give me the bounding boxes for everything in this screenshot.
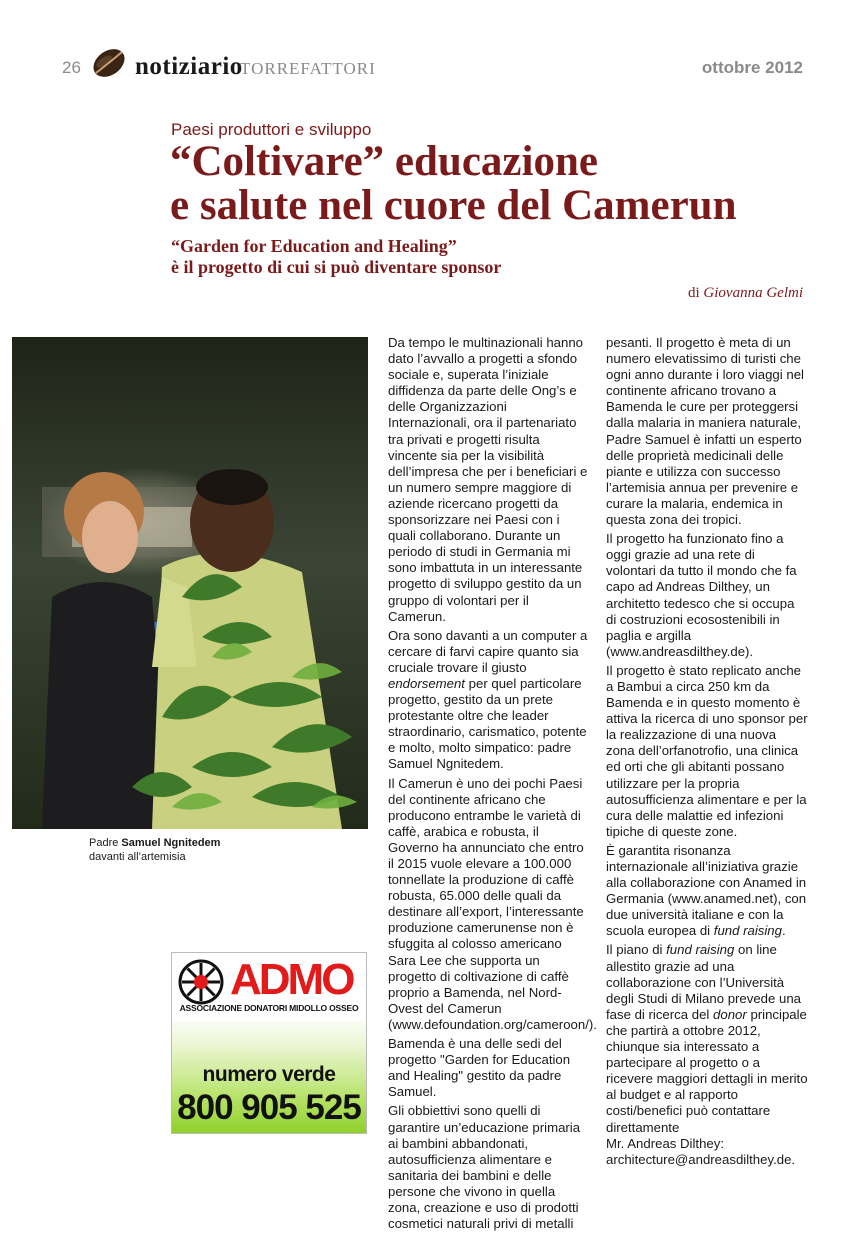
photo-caption bbox=[89, 836, 309, 864]
contact-name: Mr. Andreas Dilthey: bbox=[606, 1135, 725, 1151]
byline-prefix: di bbox=[688, 285, 700, 301]
caption-prefix: Padre bbox=[89, 837, 119, 849]
coffee-bean-icon bbox=[90, 44, 128, 82]
paragraph: Il progetto è stato replicato anche a Bambui a circa 250 km da Bamenda e in questo momento è attiva la ricerca di uno sponsor per la realizzazione di una nuova zona dell’orfanotrofio, una clinica ed orti che gli abitanti possano utilizzare per la propria autosufficienza alimentare e per la cura delle malattie ed infezioni tipiche di queste zone. bbox=[606, 662, 808, 839]
byline bbox=[688, 285, 803, 302]
author-name: Giovanna Gelmi bbox=[703, 285, 803, 301]
headline-line-2: e salute nel cuore del Camerun bbox=[170, 182, 737, 229]
ad-brand: ADMO bbox=[230, 955, 353, 1004]
ad-number-label: numero verde bbox=[202, 1063, 336, 1086]
article-photo bbox=[12, 337, 368, 829]
article-column-2 bbox=[606, 335, 808, 1171]
section-kicker: Paesi produttori e sviluppo bbox=[171, 120, 372, 139]
paragraph: Gli obbiettivi sono quelli di garantire un’educazione primaria ai bambini abbandonati, autosufficienza alimentare e sanitaria dei bambini e delle persone che vivono in quella zona, creazione e uso di prodotti cosmetici naturali privi di metalli bbox=[388, 1103, 581, 1232]
headline-line-1: “Coltivare” educazione bbox=[170, 138, 598, 185]
ad-phone-number: 800 905 525 bbox=[177, 1088, 361, 1127]
ad-association: ASSOCIAZIONE DONATORI MIDOLLO OSSEO bbox=[179, 1003, 359, 1013]
subtitle-line-1: “Garden for Education and Healing” bbox=[171, 236, 457, 256]
issue-date: ottobre 2012 bbox=[701, 58, 803, 77]
paragraph: Ora sono davanti a un computer a cercare di farvi capire quanto sia cruciale trovare il giusto endorsement per quel particolare progetto, gestito da un prete protestante oltre che leader straordinario, carismatico, potente e molto, molto simpatico: padre Samuel Ngnitedem. bbox=[388, 627, 588, 772]
paragraph: pesanti. Il progetto è meta di un numero elevatissimo di turisti che ogni anno durante i loro viaggi nel continente africano trovano a Bamenda le cure per proteggersi dalla malaria in maniera naturale, Padre Samuel è infatti un esperto delle proprietà medicinali delle piante e utilizza con successo l’artemisia annua per prevenire e curare la malaria, endemica in questa zona dei tropici. bbox=[606, 335, 804, 528]
contact-email: architecture@andreasdilthey.de. bbox=[606, 1151, 796, 1167]
admo-advertisement bbox=[171, 952, 367, 1134]
subtitle-line-2: è il progetto di cui si può diventare sponsor bbox=[171, 257, 502, 277]
paragraph: Il progetto ha funzionato fino a oggi grazie ad una rete di volontari da tutto il mondo che fa capo ad Andreas Dilthey, un architetto tedesco che si occupa di costruzioni ecosostenibili in paglia e argilla (www.andreasdilthey.de). bbox=[606, 531, 797, 659]
magazine-subtitle: TORREFATTORI bbox=[240, 59, 376, 78]
page-header bbox=[0, 0, 855, 100]
admo-logo-icon bbox=[178, 959, 224, 1005]
article-column-1 bbox=[388, 335, 597, 1235]
paragraph: Il piano di fund raising on line allestito grazie ad una collaborazione con l’Università degli Studi di Milano prevede una fase di ricerca del donor principale che partirà a ottobre 2012, chiunque sia interessato a partecipare al progetto o a ricevere maggiori dettagli in merito al budget e al rapporto costi/benefici può contattare direttamente Mr. Andreas Dilthey: architecture@andreasdilthey.de. bbox=[606, 942, 808, 1167]
paragraph: Bamenda è una delle sedi del progetto "Garden for Education and Healing" gestito da padre Samuel. bbox=[388, 1036, 571, 1100]
magazine-name: notiziario bbox=[135, 53, 243, 80]
article-subtitle bbox=[171, 236, 771, 278]
page-number: 26 bbox=[62, 58, 81, 77]
article-headline bbox=[170, 140, 830, 228]
paragraph: Da tempo le multinazionali hanno dato l’avvallo a progetti a sfondo sociale e, superata l’iniziale diffidenza da parte delle Ong’s e delle Organizzazioni Internazionali, ora il partenariato tra privati e progetti risulta vincente sia per la visibilità dell’impresa che per i beneficiari e un numero sempre maggiore di aziende ricercano progetti da sponsorizzare nei Paesi con i quali collaborano. Durante un periodo di studi in Germania mi sono imbattuta in un interessante progetto di sviluppo gestito da un gruppo di volontari per il Camerun. bbox=[388, 335, 588, 624]
caption-line-2: davanti all’artemisia bbox=[89, 851, 186, 863]
paragraph: È garantita risonanza internazionale all’iniziativa grazie alla collaborazione con Anamed in Germania (www.anamed.net), con due università italiane e con la scuola europea di fund raising. bbox=[606, 842, 807, 939]
paragraph: Il Camerun è uno dei pochi Paesi del continente africano che producono entrambe le varietà di caffè, arabica e robusta, il Governo ha annunciato che entro il 2015 vuole elevare a 100.000 tonnellate la produzione di caffè robusta, 65.000 delle quali da destinare all’export, l’interessante produzione camerunense non è sfuggita al colosso americano Sara Lee che supporta un progetto di coltivazione di caffè proprio a Bamenda, nel Nord-Ovest del Camerun (www.defoundation.org/cameroon/). bbox=[388, 775, 597, 1032]
caption-name: Samuel Ngnitedem bbox=[121, 837, 221, 849]
